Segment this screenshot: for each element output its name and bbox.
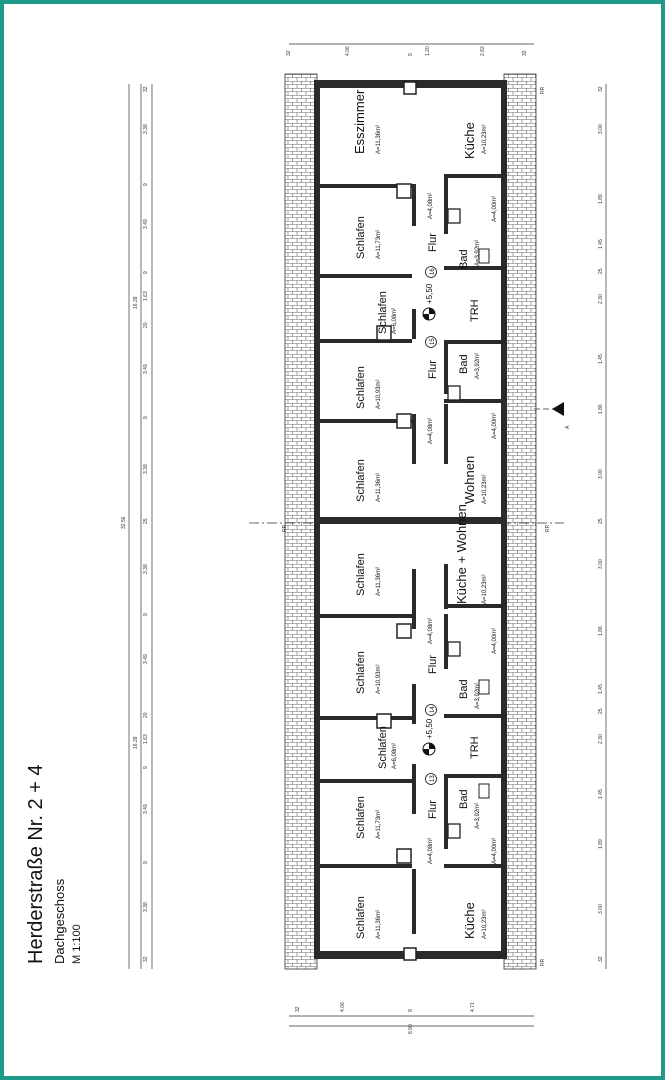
dim-bottom-0: 32 xyxy=(295,1006,301,1012)
upper-room-area-8: A=10,93m² xyxy=(376,379,382,409)
lower-room-name-4: Schlafen xyxy=(355,651,367,694)
dim-right-4: 25 xyxy=(598,268,604,274)
upper-room-area-5: A=4,00m² xyxy=(492,195,498,222)
upper-room-name-8: Schlafen xyxy=(355,366,367,409)
lower-room-area-1: A=10,23m² xyxy=(482,574,488,604)
dim-left-18: 9 xyxy=(143,861,149,864)
dim-right-9: 25 xyxy=(598,518,604,524)
lower-room-area-13: A=10,23m² xyxy=(482,909,488,939)
level-value-lower: +5,50 xyxy=(425,718,434,739)
lower-room-area-4: A=10,93m² xyxy=(376,664,382,694)
dim-right-17: 3.00 xyxy=(598,904,604,914)
lower-room-area-10: A=3,92m² xyxy=(475,802,481,829)
upper-room-name-0: Esszimmer xyxy=(352,89,367,154)
dim-right-2: 1.89 xyxy=(598,194,604,204)
lower-room-name-9: Flur xyxy=(427,800,439,819)
plan-scale: M 1:100 xyxy=(71,924,83,964)
dim-total-0: 16.28 xyxy=(133,296,139,309)
rr-mark-top-right: RR xyxy=(540,86,546,94)
lower-room-name-12: Schlafen xyxy=(355,896,367,939)
dim-bottom-4: 8.90 xyxy=(408,1024,414,1034)
level-markers xyxy=(423,267,437,785)
dim-right-11: 1.86 xyxy=(598,626,604,636)
lower-room-name-2: Flur xyxy=(427,655,439,674)
dim-left-15: 1.63 xyxy=(143,734,149,744)
lower-room-area-11: A=4,00m² xyxy=(492,837,498,864)
upper-room-area-1: A=10,23m² xyxy=(482,124,488,154)
plan-subtitle: Dachgeschoss xyxy=(52,878,67,964)
plan-title: Herderstraße Nr. 2 + 4 xyxy=(25,764,47,964)
dims-totals xyxy=(121,296,139,749)
dim-right-6: 1.45 xyxy=(598,354,604,364)
dim-top-3: 1.20 xyxy=(425,46,431,56)
floor-plan xyxy=(4,4,661,1076)
dims-top xyxy=(286,46,528,56)
dim-right-1: 3.00 xyxy=(598,124,604,134)
upper-room-area-4: A=3,92m² xyxy=(475,239,481,266)
dim-bottom-3: 4.71 xyxy=(470,1002,476,1012)
dim-right-5: 2.30 xyxy=(598,294,604,304)
lower-room-area-3: A=4,00m² xyxy=(492,627,498,654)
svg-text:13: 13 xyxy=(430,775,436,782)
dim-left-8: 9 xyxy=(143,416,149,419)
lower-room-name-10: Bad xyxy=(458,789,470,809)
lower-room-area-6: A=6,08m² xyxy=(392,742,398,769)
lower-room-name-5: Bad xyxy=(458,679,470,699)
upper-room-name-2: Schlafen xyxy=(355,216,367,259)
section-arrow xyxy=(552,402,564,416)
dim-left-10: 25 xyxy=(143,518,149,524)
rr-mark-bottom-right: RR xyxy=(540,958,546,966)
dim-left-13: 3.49 xyxy=(143,654,149,664)
upper-room-area-12: A=11,36m² xyxy=(376,472,382,502)
upper-room-name-13: Wohnen xyxy=(462,455,477,504)
dim-right-3: 1.45 xyxy=(598,239,604,249)
upper-room-name-4: Bad xyxy=(458,249,470,269)
dim-left-14: 20 xyxy=(143,712,149,718)
room-labels xyxy=(352,89,498,939)
rr-mark-mid-right: RR xyxy=(545,524,551,532)
upper-room-name-7: TRH xyxy=(469,299,481,322)
dim-left-9: 3.38 xyxy=(143,464,149,474)
dims-bottom xyxy=(295,1002,476,1034)
level-value-upper: +5,50 xyxy=(425,283,434,304)
dim-top-0: 32 xyxy=(286,50,292,56)
rr-mark-mid-left: RR xyxy=(282,524,288,532)
upper-room-name-6: Schlafen xyxy=(377,291,389,334)
dim-right-14: 2.30 xyxy=(598,734,604,744)
dim-right-18: 32 xyxy=(598,956,604,962)
upper-room-area-2: A=11,73m² xyxy=(376,229,382,259)
dim-total-2: 16.28 xyxy=(133,736,139,749)
dim-top-1: 4.06 xyxy=(345,46,351,56)
upper-room-area-0: A=11,36m² xyxy=(376,124,382,154)
dim-left-19: 3.38 xyxy=(143,902,149,912)
upper-room-name-12: Schlafen xyxy=(355,459,367,502)
lower-room-area-12: A=11,36m² xyxy=(376,909,382,939)
dim-left-1: 3.38 xyxy=(143,124,149,134)
upper-room-name-1: Küche xyxy=(462,122,477,159)
upper-room-area-11: A=4,00m² xyxy=(492,412,498,439)
svg-text:16: 16 xyxy=(430,268,436,275)
lower-room-area-5: A=3,92m² xyxy=(475,682,481,709)
dim-right-0: 32 xyxy=(598,86,604,92)
dim-right-15: 1.45 xyxy=(598,789,604,799)
upper-room-name-3: Flur xyxy=(427,233,439,252)
lower-room-name-6: Schlafen xyxy=(377,726,389,769)
lower-room-area-9: A=4,08m² xyxy=(428,837,434,864)
dim-left-0: 32 xyxy=(143,86,149,92)
dim-left-3: 3.49 xyxy=(143,219,149,229)
upper-room-area-9: A=4,08m² xyxy=(428,417,434,444)
lower-room-name-13: Küche xyxy=(462,902,477,939)
roof-tiles-right xyxy=(504,74,536,969)
title-block xyxy=(25,764,83,964)
lower-room-area-2: A=4,08m² xyxy=(428,617,434,644)
dim-total-1: 32.56 xyxy=(121,516,127,529)
lower-room-name-0: Schlafen xyxy=(355,553,367,596)
lower-room-area-8: A=11,73m² xyxy=(376,809,382,839)
svg-text:15: 15 xyxy=(430,338,436,345)
dim-bottom-2: 9 xyxy=(408,1009,414,1012)
lower-room-name-1: Küche + Wohnen xyxy=(454,504,469,604)
dim-right-10: 3.00 xyxy=(598,559,604,569)
dim-top-2: 9 xyxy=(408,53,414,56)
dim-left-16: 9 xyxy=(143,766,149,769)
dim-right-16: 1.89 xyxy=(598,839,604,849)
upper-room-area-6: A=6,08m² xyxy=(392,307,398,334)
dim-left-11: 3.38 xyxy=(143,564,149,574)
dim-left-2: 9 xyxy=(143,183,149,186)
section-a-label: A xyxy=(565,425,571,429)
dim-right-7: 1.86 xyxy=(598,404,604,414)
upper-room-name-10: Bad xyxy=(458,354,470,374)
upper-room-name-9: Flur xyxy=(427,360,439,379)
dim-left-5: 1.63 xyxy=(143,291,149,301)
upper-room-area-13: A=10,23m² xyxy=(482,474,488,504)
dim-left-12: 9 xyxy=(143,613,149,616)
dims-left xyxy=(143,86,149,962)
dim-top-5: 32 xyxy=(522,50,528,56)
upper-room-area-10: A=3,92m² xyxy=(475,352,481,379)
upper-room-area-3: A=4,08m² xyxy=(428,192,434,219)
dim-right-12: 1.45 xyxy=(598,684,604,694)
dim-left-7: 3.49 xyxy=(143,364,149,374)
stair-number-markers xyxy=(426,267,437,785)
lower-room-area-0: A=11,36m² xyxy=(376,566,382,596)
svg-text:14: 14 xyxy=(430,706,436,713)
lower-room-name-8: Schlafen xyxy=(355,796,367,839)
dim-right-13: 25 xyxy=(598,708,604,714)
dims-right xyxy=(598,86,604,962)
dim-left-17: 3.49 xyxy=(143,804,149,814)
lower-room-name-7: TRH xyxy=(469,736,481,759)
dim-bottom-1: 4.06 xyxy=(340,1002,346,1012)
dim-right-8: 3.00 xyxy=(598,469,604,479)
dim-left-4: 9 xyxy=(143,271,149,274)
dim-left-20: 32 xyxy=(143,956,149,962)
dim-left-6: 20 xyxy=(143,322,149,328)
roof-tiles-left xyxy=(285,74,317,969)
dim-top-4: 2.82 xyxy=(480,46,486,56)
